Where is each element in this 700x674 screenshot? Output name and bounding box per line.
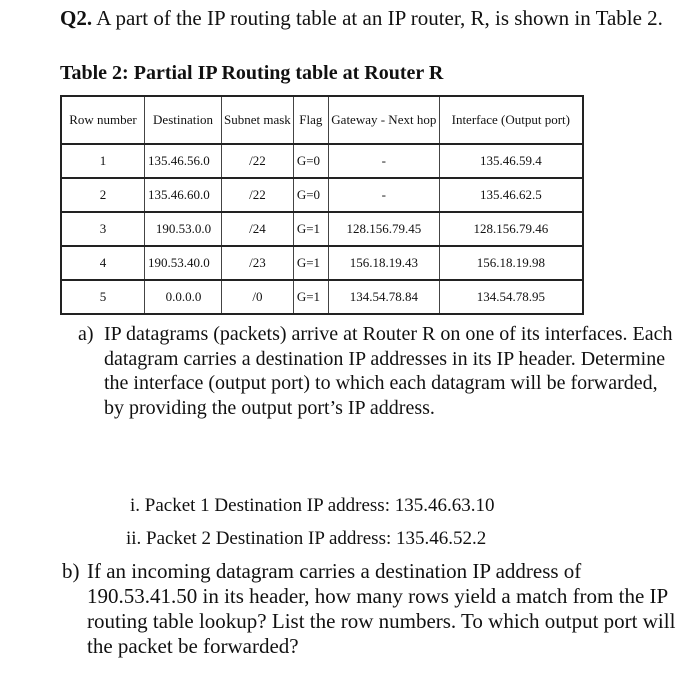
cell-interface: 135.46.62.5 (439, 178, 583, 212)
cell-gateway: 134.54.78.84 (328, 280, 439, 314)
cell-subnet-mask: /22 (222, 178, 294, 212)
cell-flag: G=0 (293, 144, 328, 178)
cell-interface: 128.156.79.46 (439, 212, 583, 246)
routing-table (60, 95, 584, 315)
question-heading (60, 4, 690, 33)
cell-subnet-mask: /23 (222, 246, 294, 280)
cell-subnet-mask: /24 (222, 212, 294, 246)
cell-flag: G=1 (293, 280, 328, 314)
header-flag: Flag (293, 96, 328, 144)
header-row-number: Row number (61, 96, 145, 144)
cell-interface: 156.18.19.98 (439, 246, 583, 280)
part-a-item-2: ii. Packet 2 Destination IP address: 135.46.52.2 (126, 528, 487, 549)
header-gateway: Gateway - Next hop (328, 96, 439, 144)
cell-row-number: 5 (61, 280, 145, 314)
table-row (61, 212, 583, 246)
cell-row-number: 2 (61, 178, 145, 212)
cell-row-number: 4 (61, 246, 145, 280)
part-a-item-1: i. Packet 1 Destination IP address: 135.46.63.10 (130, 495, 495, 516)
cell-gateway: 128.156.79.45 (328, 212, 439, 246)
cell-subnet-mask: /22 (222, 144, 294, 178)
part-b-text: If an incoming datagram carries a destination IP address of 190.53.41.50 in its header, how many rows yield a match from the IP routing table lookup? List the row numbers. To which output port will the packet be forwarded? (87, 559, 676, 658)
part-a-label: a) (78, 323, 94, 345)
cell-destination: 190.53.0.0 (145, 212, 222, 246)
part-b (62, 559, 692, 659)
header-interface: Interface (Output port) (439, 96, 583, 144)
cell-destination: 0.0.0.0 (145, 280, 222, 314)
cell-interface: 135.46.59.4 (439, 144, 583, 178)
part-a (78, 322, 678, 420)
cell-flag: G=0 (293, 178, 328, 212)
question-intro: A part of the IP routing table at an IP router, R, is shown in Table 2. (96, 6, 663, 30)
cell-gateway: 156.18.19.43 (328, 246, 439, 280)
cell-flag: G=1 (293, 212, 328, 246)
table-row (61, 144, 583, 178)
cell-gateway: - (328, 178, 439, 212)
cell-interface: 134.54.78.95 (439, 280, 583, 314)
header-subnet-mask: Subnet mask (222, 96, 294, 144)
cell-destination: 135.46.56.0 (145, 144, 222, 178)
table-row (61, 178, 583, 212)
table-row (61, 246, 583, 280)
cell-row-number: 3 (61, 212, 145, 246)
table-header-row (61, 96, 583, 144)
cell-gateway: - (328, 144, 439, 178)
cell-destination: 190.53.40.0 (145, 246, 222, 280)
cell-row-number: 1 (61, 144, 145, 178)
cell-flag: G=1 (293, 246, 328, 280)
table-row (61, 280, 583, 314)
header-destination: Destination (145, 96, 222, 144)
cell-subnet-mask: /0 (222, 280, 294, 314)
table-caption: Table 2: Partial IP Routing table at Router R (60, 62, 444, 84)
question-number: Q2. (60, 6, 93, 30)
part-b-label: b) (62, 559, 80, 583)
cell-destination: 135.46.60.0 (145, 178, 222, 212)
part-a-text: IP datagrams (packets) arrive at Router R on one of its interfaces. Each datagram carries a destination IP addresses in its IP header. Determine the interface (output port) to which each datagram will be forwarded, by providing the output port’s IP address. (104, 323, 673, 419)
